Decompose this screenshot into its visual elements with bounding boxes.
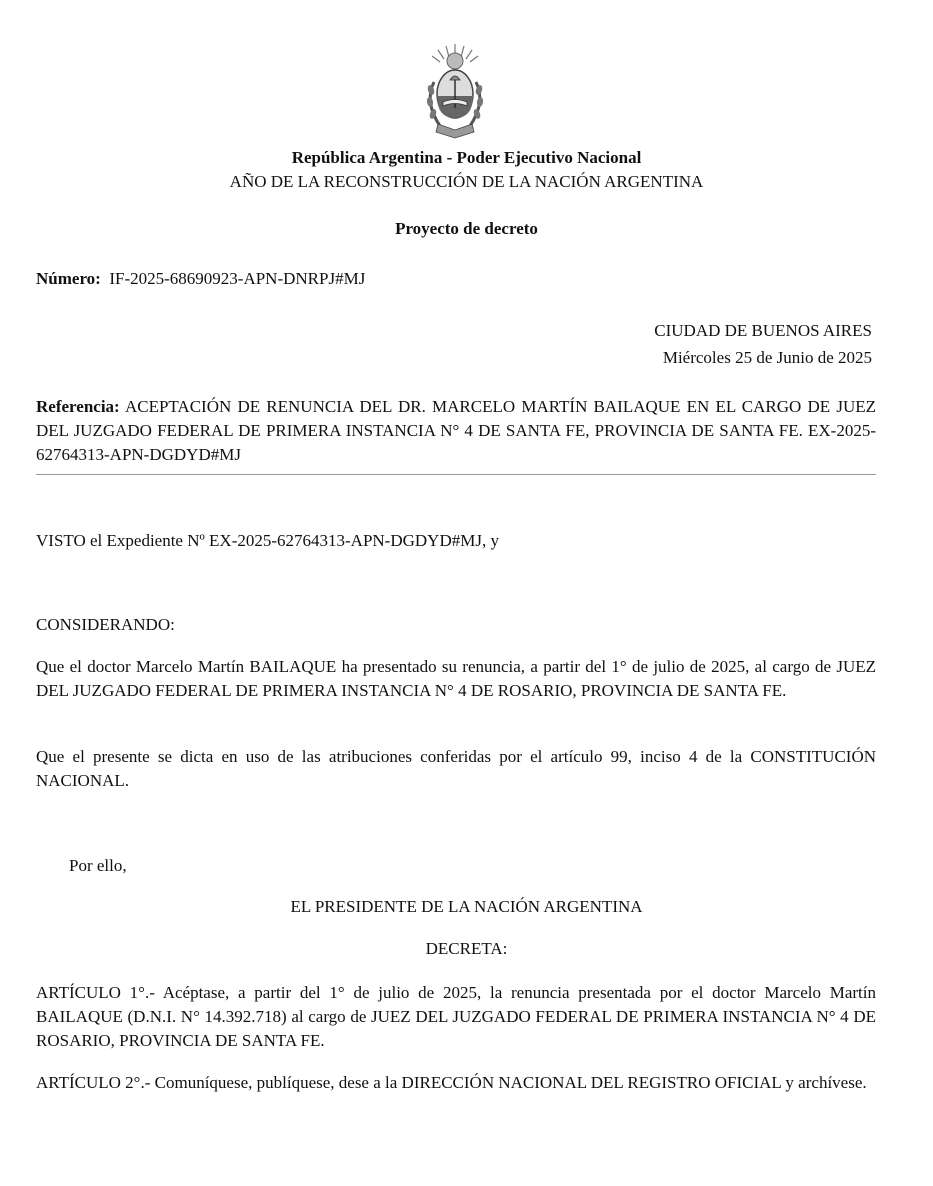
considerando-heading: CONSIDERANDO: xyxy=(36,615,175,634)
visto-paragraph: VISTO el Expediente Nº EX-2025-62764313-APN-DGDYD#MJ, y xyxy=(36,531,499,550)
number-label: Número: xyxy=(36,269,101,288)
government-heading: República Argentina - Poder Ejecutivo Nacional xyxy=(291,148,642,167)
date: Miércoles 25 de Junio de 2025 xyxy=(662,348,872,367)
place-date xyxy=(654,317,872,371)
articulo-1: ARTÍCULO 1°.- Acéptase, a partir del 1° de julio de 2025, la renuncia presentada por el doctor Marcelo Martín BAILAQUE (D.N.I. N° 14.392.718) al cargo de JUEZ DEL JUZGADO FEDERAL DE PRIMERA INSTANCIA N° 4 DE ROSARIO, PROVINCIA DE SANTA FE. xyxy=(36,983,876,1050)
president-heading: EL PRESIDENTE DE LA NACIÓN ARGENTINA xyxy=(290,897,643,916)
articulo-2: ARTÍCULO 2°.- Comuníquese, publíquese, dese a la DIRECCIÓN NACIONAL DEL REGISTRO OFICIAL y archívese. xyxy=(36,1073,867,1092)
considerando-paragraph-2: Que el presente se dicta en uso de las atribuciones conferidas por el artículo 99, inciso 4 de la CONSTITUCIÓN NACIONAL. xyxy=(36,747,876,790)
por-ello: Por ello, xyxy=(69,856,127,875)
document-type: Proyecto de decreto xyxy=(395,219,538,238)
reference-label: Referencia: xyxy=(36,397,120,416)
coat-of-arms-icon xyxy=(418,42,492,140)
reference-text: ACEPTACIÓN DE RENUNCIA DEL DR. MARCELO MARTÍN BAILAQUE EN EL CARGO DE JUEZ DEL JUZGADO FEDERAL DE PRIMERA INSTANCIA N° 4 DE SANTA FE, PROVINCIA DE SANTA FE. EX-2025-62764313-APN-DGDYD#MJ xyxy=(36,397,876,464)
divider xyxy=(36,474,876,475)
number-value: IF-2025-68690923-APN-DNRPJ#MJ xyxy=(109,269,366,288)
document-number xyxy=(36,267,876,291)
city: CIUDAD DE BUENOS AIRES xyxy=(654,321,872,340)
year-motto: AÑO DE LA RECONSTRUCCIÓN DE LA NACIÓN ARGENTINA xyxy=(229,172,704,191)
reference xyxy=(36,395,876,467)
decreta-heading: DECRETA: xyxy=(425,939,508,958)
considerando-paragraph-1: Que el doctor Marcelo Martín BAILAQUE ha presentado su renuncia, a partir del 1° de julio de 2025, al cargo de JUEZ DEL JUZGADO FEDERAL DE PRIMERA INSTANCIA N° 4 DE ROSARIO, PROVINCIA DE SANTA FE. xyxy=(36,657,876,700)
